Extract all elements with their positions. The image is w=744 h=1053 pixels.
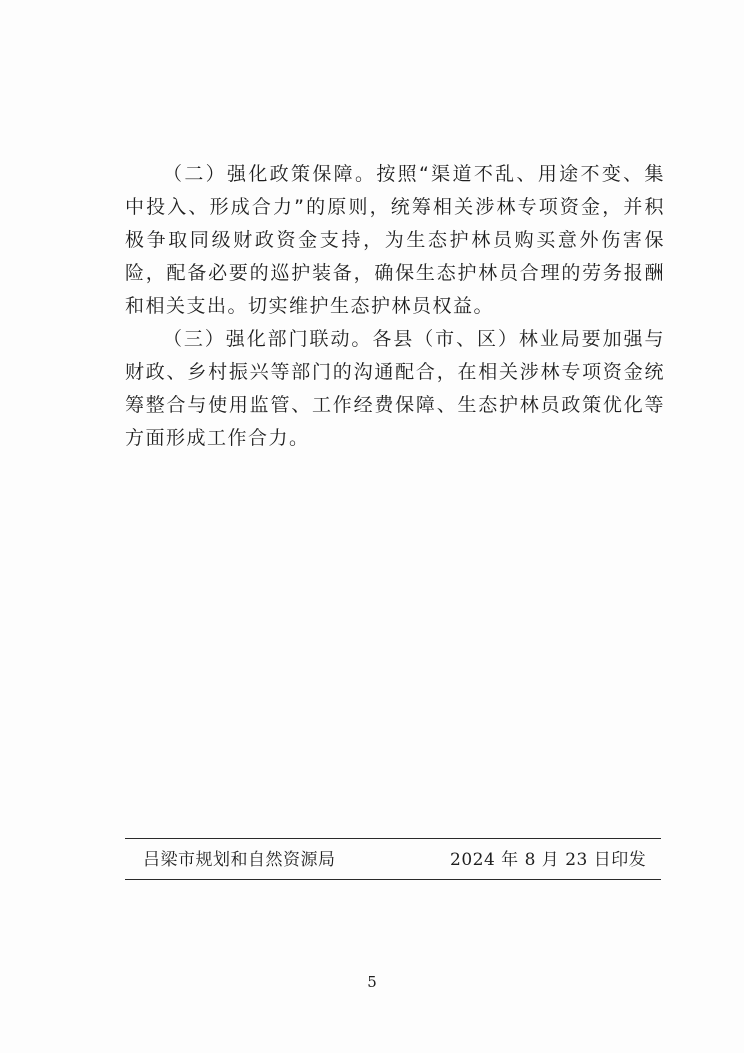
issue-date: 2024 年 8 月 23 日印发 bbox=[450, 850, 647, 870]
footer-top-rule bbox=[125, 838, 661, 839]
document-body bbox=[125, 158, 665, 455]
footer-bottom-rule bbox=[125, 879, 661, 880]
paragraph-department-linkage: （三）强化部门联动。各县（市、区）林业局要加强与财政、乡村振兴等部门的沟通配合，在相关涉林专项资金统筹整合与使用监管、工作经费保障、生态护林员政策优化等方面形成工作合力。 bbox=[125, 328, 665, 449]
paragraph-policy-guarantee: （二）强化政策保障。按照“渠道不乱、用途不变、集中投入、形成合力”的原则，统筹相关涉林专项资金，并积极争取同级财政资金支持，为生态护林员购买意外伤害保险，配备必要的巡护装备，确保生态护林员合理的劳务报酬和相关支出。切实维护生态护林员权益。 bbox=[125, 163, 665, 317]
issuing-organization: 吕梁市规划和自然资源局 bbox=[143, 850, 336, 870]
page-number: 5 bbox=[367, 973, 377, 991]
